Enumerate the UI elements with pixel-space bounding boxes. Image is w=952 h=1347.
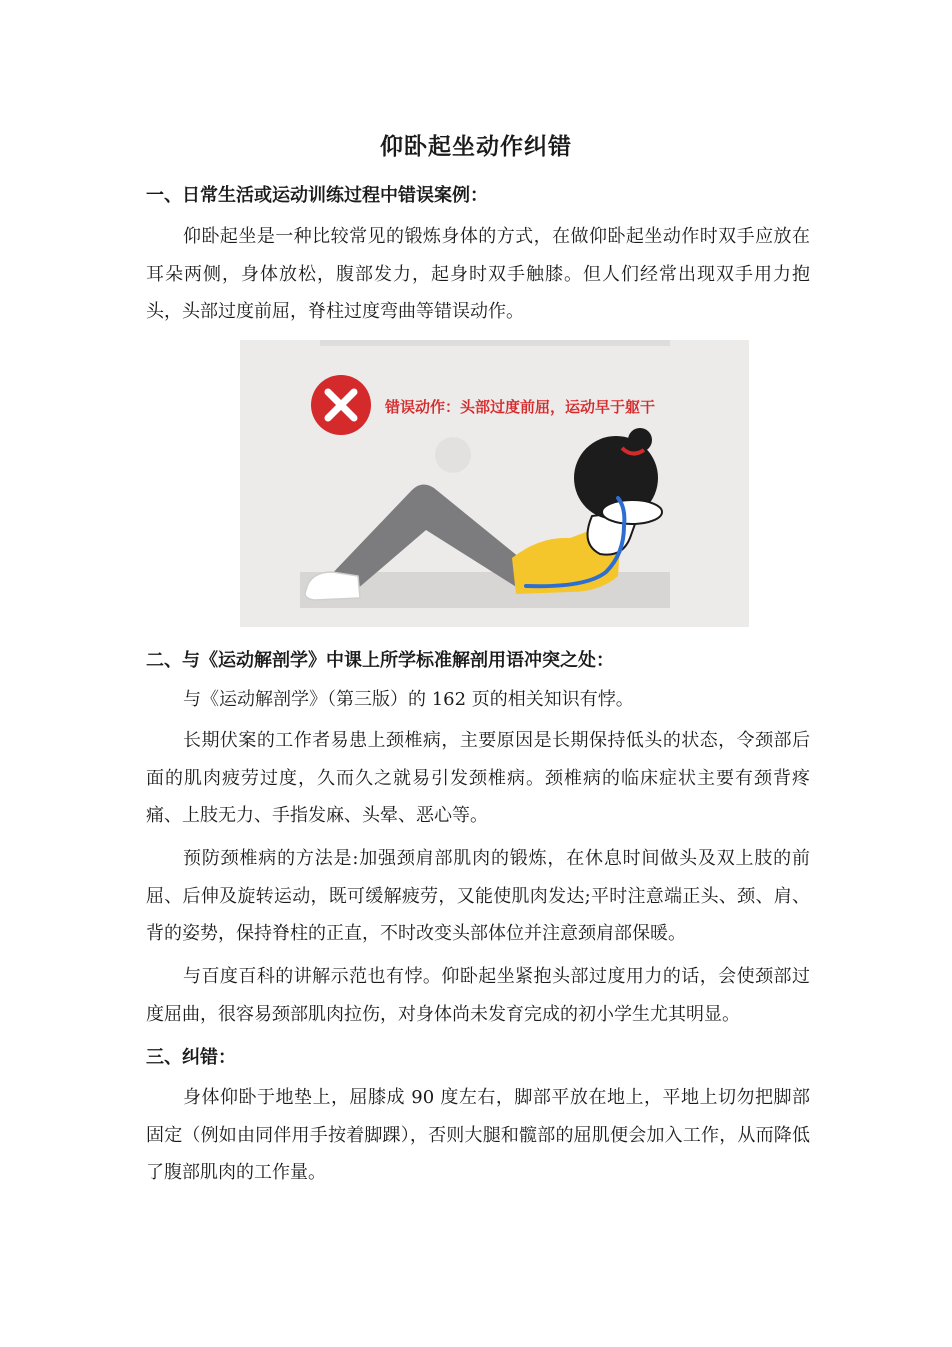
wrong-situp-illustration bbox=[240, 340, 749, 627]
section-2-paragraph: 预防颈椎病的方法是:加强颈肩部肌肉的锻炼，在休息时间做头及双上肢的前屈、后伸及旋转运动，既可缓解疲劳，又能使肌肉发达;平时注意端正头、颈、肩、背的姿势，保持脊柱的正直，不时改变头部体位并注意颈肩部保暖。 bbox=[146, 848, 810, 944]
x-mark-icon bbox=[311, 375, 371, 435]
section-2-paragraph: 长期伏案的工作者易患上颈椎病，主要原因是长期保持低头的状态，令颈部后面的肌肉疲劳过度，久而久之就易引发颈椎病。颈椎病的临床症状主要有颈背疼痛、上肢无力、手指发麻、头晕、恶心等。 bbox=[146, 730, 810, 826]
illustration-graphic bbox=[240, 340, 749, 627]
figure-hands bbox=[602, 500, 662, 524]
section-2-paragraph: 与《运动解剖学》（第三版）的 162 页的相关知识有悖。 bbox=[183, 689, 634, 710]
section-3-paragraph: 身体仰卧于地垫上，屈膝成 90 度左右，脚部平放在地上，平地上切勿把脚部固定（例如由同伴用手按着脚踝），否则大腿和髋部的屈肌便会加入工作，从而降低了腹部肌肉的工作量。 bbox=[146, 1087, 810, 1183]
figure-hair-bun bbox=[628, 428, 652, 452]
section-3-heading: 三、纠错： bbox=[146, 1047, 236, 1068]
figure-caption: 错误动作：头部过度前屈，运动早于躯干 bbox=[385, 398, 656, 416]
document-title: 仰卧起坐动作纠错 bbox=[380, 134, 572, 160]
section-1-paragraph: 仰卧起坐是一种比较常见的锻炼身体的方式，在做仰卧起坐动作时双手应放在耳朵两侧，身体放松，腹部发力，起身时双手触膝。但人们经常出现双手用力抱头，头部过度前屈，脊柱过度弯曲等错误动作。 bbox=[146, 226, 810, 322]
section-2-paragraph: 与百度百科的讲解示范也有悖。仰卧起坐紧抱头部过度用力的话，会使颈部过度屈曲，很容易颈部肌肉拉伤，对身体尚未发育完成的初小学生尤其明显。 bbox=[146, 966, 810, 1025]
section-1-heading: 一、日常生活或运动训练过程中错误案例： bbox=[146, 185, 488, 206]
section-2-heading: 二、与《运动解剖学》中课上所学标准解剖用语冲突之处： bbox=[146, 650, 614, 671]
watermark-logo bbox=[435, 437, 471, 473]
